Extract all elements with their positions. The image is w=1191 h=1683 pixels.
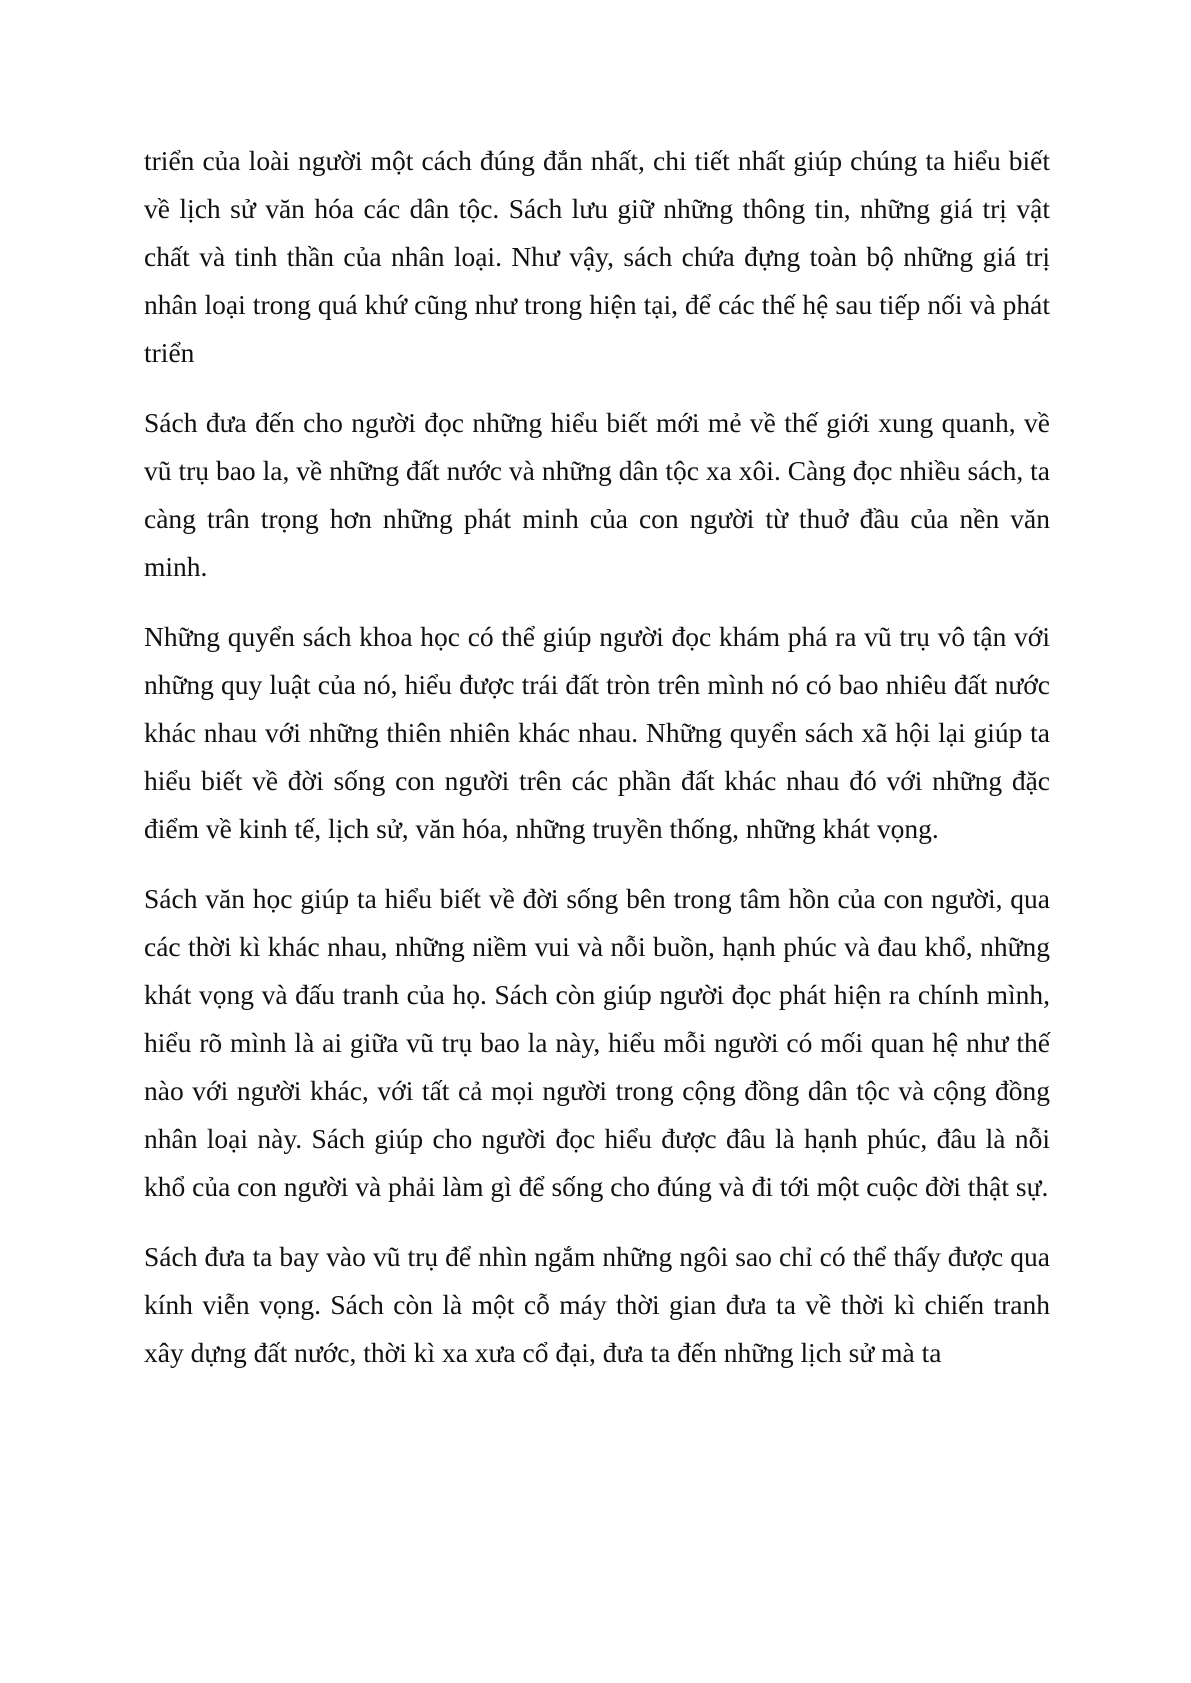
paragraph-5: Sách đưa ta bay vào vũ trụ để nhìn ngắm những ngôi sao chỉ có thể thấy được qua kính viễn vọng. Sách còn là một cỗ máy thời gian đưa ta về thời kì chiến tranh xây dựng đất nước, thời kì xa xưa cổ đại, đưa ta đến những lịch sử mà ta: [144, 1241, 1050, 1368]
paragraph-4: Sách văn học giúp ta hiểu biết về đời sống bên trong tâm hồn của con người, qua các thời kì khác nhau, những niềm vui và nỗi buồn, hạnh phúc và đau khổ, những khát vọng và đấu tranh của họ. Sách còn giúp người đọc phát hiện ra chính mình, hiểu rõ mình là ai giữa vũ trụ bao la này, hiểu mỗi người có mối quan hệ như thế nào với người khác, với tất cả mọi người trong cộng đồng dân tộc và cộng đồng nhân loại này. Sách giúp cho người đọc hiểu được đâu là hạnh phúc, đâu là nỗi khổ của con người và phải làm gì để sống cho đúng và đi tới một cuộc đời thật sự.: [144, 883, 1050, 1202]
body-text: [144, 137, 1050, 1399]
paragraph-1: triển của loài người một cách đúng đắn nhất, chi tiết nhất giúp chúng ta hiểu biết về lịch sử văn hóa các dân tộc. Sách lưu giữ những thông tin, những giá trị vật chất và tinh thần của nhân loại. Như vậy, sách chứa đựng toàn bộ những giá trị nhân loại trong quá khứ cũng như trong hiện tại, để các thế hệ sau tiếp nối và phát triển: [144, 145, 1050, 368]
paragraph-3: Những quyển sách khoa học có thể giúp người đọc khám phá ra vũ trụ vô tận với những quy luật của nó, hiểu được trái đất tròn trên mình nó có bao nhiêu đất nước khác nhau với những thiên nhiên khác nhau. Những quyển sách xã hội lại giúp ta hiểu biết về đời sống con người trên các phần đất khác nhau đó với những đặc điểm về kinh tế, lịch sử, văn hóa, những truyền thống, những khát vọng.: [144, 621, 1050, 844]
paragraph-2: Sách đưa đến cho người đọc những hiểu biết mới mẻ về thế giới xung quanh, về vũ trụ bao la, về những đất nước và những dân tộc xa xôi. Càng đọc nhiều sách, ta càng trân trọng hơn những phát minh của con người từ thuở đầu của nền văn minh.: [144, 407, 1050, 582]
